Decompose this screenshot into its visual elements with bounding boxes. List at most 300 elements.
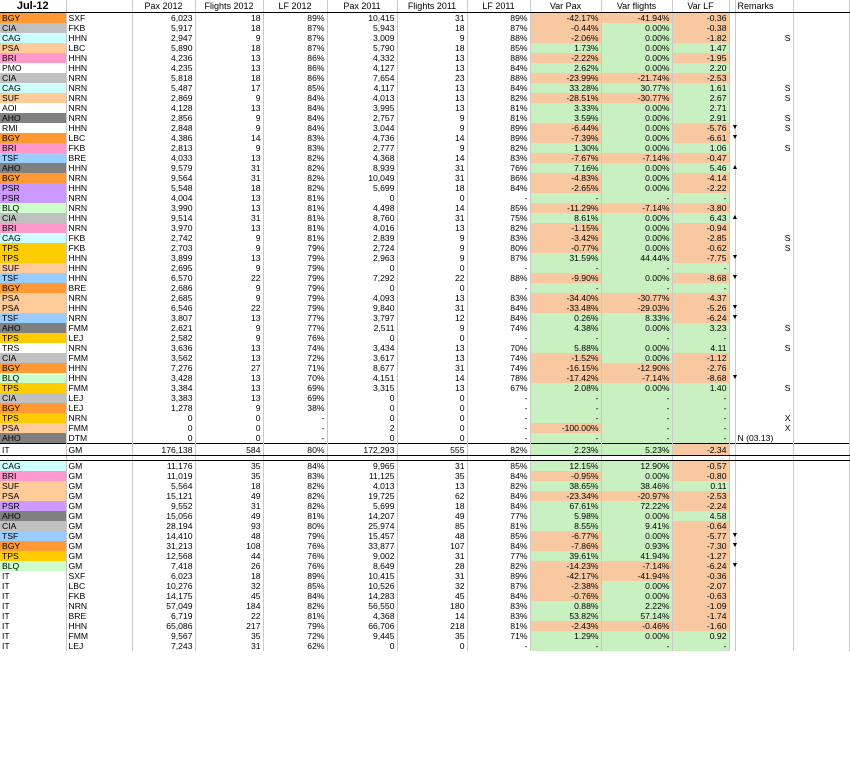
lf-2012-cell: 84%: [263, 113, 327, 123]
destination-cell: DTM: [66, 433, 132, 444]
flights-2011-cell: 31: [397, 571, 467, 581]
pax-2012-cell: 3,428: [132, 373, 195, 383]
var-pax-cell: 5.88%: [530, 343, 601, 353]
remarks-cell: [735, 631, 793, 641]
spacer-cell: [793, 541, 849, 551]
flights-2012-cell: 9: [195, 293, 263, 303]
trend-icon: ▼: [729, 541, 735, 551]
lf-2011-cell: 67%: [467, 383, 530, 393]
var-flights-cell: -: [601, 433, 672, 444]
spacer-cell: [793, 73, 849, 83]
flights-2011-cell: 13: [397, 223, 467, 233]
origin-cell: IT: [0, 591, 66, 601]
destination-cell: FMM: [66, 353, 132, 363]
flights-2012-cell: 35: [195, 631, 263, 641]
pax-2011-cell: 2,757: [327, 113, 397, 123]
flights-2011-cell: 107: [397, 541, 467, 551]
var-lf-cell: -: [672, 283, 729, 293]
spacer-cell: [793, 611, 849, 621]
remarks-cell: [735, 481, 793, 491]
table-row: [0, 591, 849, 601]
origin-cell: PSR: [0, 193, 66, 203]
spacer-cell: [793, 413, 849, 423]
var-lf-cell: 5.46: [672, 163, 729, 173]
lf-2011-cell: 75%: [467, 213, 530, 223]
var-pax-cell: -0.95%: [530, 471, 601, 481]
col-dep: [66, 0, 132, 13]
pax-2011-cell: 2,777: [327, 143, 397, 153]
pax-2012-cell: 3,562: [132, 353, 195, 363]
destination-cell: HHN: [66, 363, 132, 373]
pax-2012-cell: 2,703: [132, 243, 195, 253]
remarks-cell: S: [735, 323, 793, 333]
lf-2011-cell: 84%: [467, 591, 530, 601]
lf-2011-cell: 78%: [467, 373, 530, 383]
remarks-cell: [735, 373, 793, 383]
remarks-cell: [735, 283, 793, 293]
var-lf-cell: -5.26: [672, 303, 729, 313]
pax-2011-cell: 4,093: [327, 293, 397, 303]
destination-cell: NRN: [66, 113, 132, 123]
var-pax-cell: -14.23%: [530, 561, 601, 571]
remarks-cell: [735, 43, 793, 53]
origin-cell: BLQ: [0, 203, 66, 213]
lf-2012-cell: 81%: [263, 233, 327, 243]
flights-2012-cell: 18: [195, 13, 263, 24]
spacer-cell: [793, 491, 849, 501]
spacer-cell: [793, 113, 849, 123]
pax-2012-cell: 65,086: [132, 621, 195, 631]
header-row: [0, 0, 849, 13]
pax-2011-cell: 8,939: [327, 163, 397, 173]
table-row: [0, 501, 849, 511]
pax-2012-cell: 6,023: [132, 13, 195, 24]
pax-2011-cell: 3,315: [327, 383, 397, 393]
remarks-cell: [735, 561, 793, 571]
var-lf-cell: -: [672, 193, 729, 203]
lf-2012-cell: 84%: [263, 93, 327, 103]
var-flights-cell: -: [601, 193, 672, 203]
spacer-cell: [793, 551, 849, 561]
var-pax-cell: -1.15%: [530, 223, 601, 233]
spacer-cell: [793, 33, 849, 43]
var-lf-cell: 2.67: [672, 93, 729, 103]
destination-cell: NRN: [66, 601, 132, 611]
remarks-cell: [735, 541, 793, 551]
var-pax-cell: 2.08%: [530, 383, 601, 393]
lf-2012-cell: 84%: [263, 123, 327, 133]
var-flights-cell: 0.00%: [601, 243, 672, 253]
lf-2012-cell: 85%: [263, 83, 327, 93]
flights-2011-cell: 85: [397, 521, 467, 531]
sheet-title: Jul-12: [0, 0, 66, 13]
flights-2012-cell: 35: [195, 461, 263, 472]
pax-2012-cell: 6,546: [132, 303, 195, 313]
var-pax-cell: 4.38%: [530, 323, 601, 333]
spacer-cell: [793, 193, 849, 203]
var-lf-cell: -2.76: [672, 363, 729, 373]
table-row: [0, 13, 849, 24]
pax-2011-cell: 8,760: [327, 213, 397, 223]
lf-2012-cell: 82%: [263, 491, 327, 501]
pax-2011-cell: 8,649: [327, 561, 397, 571]
destination-cell: HHN: [66, 373, 132, 383]
origin-cell: SUF: [0, 263, 66, 273]
origin-cell: IT: [0, 621, 66, 631]
origin-cell: BGY: [0, 173, 66, 183]
var-lf-cell: -5.76: [672, 123, 729, 133]
pax-2011-cell: 5,790: [327, 43, 397, 53]
pax-2011-cell: 4,332: [327, 53, 397, 63]
flights-2012-cell: 13: [195, 313, 263, 323]
flights-2012-cell: 31: [195, 163, 263, 173]
table-row: [0, 571, 849, 581]
flights-2011-cell: 0: [397, 641, 467, 651]
flights-2012-cell: 18: [195, 23, 263, 33]
lf-2012-cell: 84%: [263, 591, 327, 601]
var-pax-cell: -7.86%: [530, 541, 601, 551]
var-pax-cell: -3.42%: [530, 233, 601, 243]
remarks-cell: [735, 273, 793, 283]
flights-2011-cell: 32: [397, 581, 467, 591]
destination-cell: LBC: [66, 133, 132, 143]
flights-2012-cell: 584: [195, 444, 263, 456]
var-flights-cell: -21.74%: [601, 73, 672, 83]
var-flights-cell: 38.46%: [601, 481, 672, 491]
lf-2012-cell: 71%: [263, 363, 327, 373]
origin-cell: PSA: [0, 293, 66, 303]
destination-cell: FKB: [66, 23, 132, 33]
table-row: [0, 461, 849, 472]
pax-2012-cell: 4,033: [132, 153, 195, 163]
var-lf-cell: -7.30: [672, 541, 729, 551]
lf-2011-cell: 81%: [467, 113, 530, 123]
destination-cell: NRN: [66, 173, 132, 183]
lf-2012-cell: 81%: [263, 203, 327, 213]
table-row: [0, 273, 849, 283]
pax-2012-cell: 7,418: [132, 561, 195, 571]
flights-2011-cell: 18: [397, 183, 467, 193]
var-lf-cell: -0.94: [672, 223, 729, 233]
pax-2011-cell: 8,677: [327, 363, 397, 373]
destination-cell: GM: [66, 444, 132, 456]
pax-2012-cell: 0: [132, 413, 195, 423]
table-row: [0, 283, 849, 293]
spacer-cell: [793, 601, 849, 611]
pax-2011-cell: 4,013: [327, 481, 397, 491]
spacer-cell: [793, 93, 849, 103]
remarks-cell: S: [735, 33, 793, 43]
origin-cell: AHO: [0, 113, 66, 123]
spacer-cell: [793, 561, 849, 571]
var-pax-cell: -23.34%: [530, 491, 601, 501]
var-lf-cell: -1.74: [672, 611, 729, 621]
lf-2011-cell: 85%: [467, 531, 530, 541]
table-row: [0, 333, 849, 343]
flights-2011-cell: 13: [397, 383, 467, 393]
var-flights-cell: 0.00%: [601, 343, 672, 353]
flights-2011-cell: 23: [397, 73, 467, 83]
flights-2012-cell: 13: [195, 103, 263, 113]
var-flights-cell: 0.00%: [601, 581, 672, 591]
pax-2012-cell: 5,548: [132, 183, 195, 193]
remarks-cell: [735, 153, 793, 163]
pax-2012-cell: 5,487: [132, 83, 195, 93]
flights-2011-cell: 13: [397, 293, 467, 303]
var-flights-cell: 57.14%: [601, 611, 672, 621]
destination-cell: SXF: [66, 571, 132, 581]
pax-2012-cell: 3,899: [132, 253, 195, 263]
var-lf-cell: 0.11: [672, 481, 729, 491]
flights-2012-cell: 13: [195, 63, 263, 73]
flights-2012-cell: 9: [195, 93, 263, 103]
pax-2012-cell: 6,570: [132, 273, 195, 283]
var-lf-cell: -1.82: [672, 33, 729, 43]
flights-2012-cell: 9: [195, 113, 263, 123]
lf-2012-cell: 82%: [263, 601, 327, 611]
pax-2012-cell: 9,564: [132, 173, 195, 183]
origin-cell: CIA: [0, 73, 66, 83]
pax-2012-cell: 14,175: [132, 591, 195, 601]
var-flights-cell: -41.94%: [601, 571, 672, 581]
remarks-cell: S: [735, 233, 793, 243]
table-row: [0, 103, 849, 113]
var-lf-cell: -0.38: [672, 23, 729, 33]
lf-2011-cell: 86%: [467, 173, 530, 183]
spacer-cell: [793, 631, 849, 641]
var-flights-cell: -: [601, 413, 672, 423]
destination-cell: FKB: [66, 591, 132, 601]
var-flights-cell: -41.94%: [601, 13, 672, 24]
col-pax-2011: Pax 2011: [327, 0, 397, 13]
flights-2011-cell: 18: [397, 43, 467, 53]
var-pax-cell: -0.44%: [530, 23, 601, 33]
flights-2012-cell: 31: [195, 501, 263, 511]
pax-2011-cell: 5,699: [327, 183, 397, 193]
table-row: [0, 123, 849, 133]
spacer-cell: [793, 621, 849, 631]
lf-2012-cell: 89%: [263, 571, 327, 581]
pax-2012-cell: 2,869: [132, 93, 195, 103]
table-row: [0, 73, 849, 83]
var-flights-cell: 5.23%: [601, 444, 672, 456]
remarks-cell: [735, 103, 793, 113]
pax-2012-cell: 3,384: [132, 383, 195, 393]
pax-2012-cell: 2,621: [132, 323, 195, 333]
var-pax-cell: -100.00%: [530, 423, 601, 433]
var-flights-cell: -: [601, 403, 672, 413]
spacer-cell: [793, 323, 849, 333]
remarks-cell: [735, 63, 793, 73]
pax-2012-cell: 7,276: [132, 363, 195, 373]
lf-2011-cell: 81%: [467, 103, 530, 113]
pax-2012-cell: 9,579: [132, 163, 195, 173]
remarks-cell: [735, 263, 793, 273]
destination-cell: GM: [66, 461, 132, 472]
lf-2011-cell: 84%: [467, 183, 530, 193]
lf-2012-cell: 69%: [263, 393, 327, 403]
table-row: [0, 53, 849, 63]
pax-2012-cell: 2,686: [132, 283, 195, 293]
flights-2012-cell: 48: [195, 531, 263, 541]
origin-cell: BGY: [0, 133, 66, 143]
var-lf-cell: -2.85: [672, 233, 729, 243]
flights-2011-cell: 13: [397, 63, 467, 73]
origin-cell: BLQ: [0, 373, 66, 383]
remarks-cell: [735, 501, 793, 511]
var-pax-cell: 5.98%: [530, 511, 601, 521]
destination-cell: HHN: [66, 183, 132, 193]
spacer-cell: [793, 313, 849, 323]
lf-2011-cell: -: [467, 423, 530, 433]
lf-2011-cell: 85%: [467, 461, 530, 472]
pax-2012-cell: 2,695: [132, 263, 195, 273]
table-row: [0, 133, 849, 143]
var-lf-cell: 4.11: [672, 343, 729, 353]
var-lf-cell: 4.58: [672, 511, 729, 521]
destination-cell: NRN: [66, 93, 132, 103]
flights-2011-cell: 48: [397, 531, 467, 541]
origin-cell: TPS: [0, 383, 66, 393]
var-flights-cell: -: [601, 423, 672, 433]
destination-cell: BRE: [66, 283, 132, 293]
table-row: [0, 43, 849, 53]
flights-2011-cell: 0: [397, 283, 467, 293]
lf-2011-cell: 76%: [467, 163, 530, 173]
origin-cell: BLQ: [0, 561, 66, 571]
remarks-cell: [735, 13, 793, 24]
var-pax-cell: -7.67%: [530, 153, 601, 163]
flights-2012-cell: 22: [195, 273, 263, 283]
var-flights-cell: -: [601, 393, 672, 403]
flights-2011-cell: 13: [397, 83, 467, 93]
pax-2011-cell: 5,943: [327, 23, 397, 33]
flights-2012-cell: 0: [195, 433, 263, 444]
table-row: [0, 323, 849, 333]
pax-2012-cell: 11,019: [132, 471, 195, 481]
flights-2011-cell: 35: [397, 631, 467, 641]
pax-2012-cell: 3,383: [132, 393, 195, 403]
remarks-cell: [735, 333, 793, 343]
pax-2012-cell: 3,970: [132, 223, 195, 233]
lf-2012-cell: 84%: [263, 461, 327, 472]
lf-2011-cell: 82%: [467, 481, 530, 491]
spacer-cell: [793, 363, 849, 373]
spacer-cell: [793, 173, 849, 183]
origin-cell: IT: [0, 611, 66, 621]
destination-cell: NRN: [66, 203, 132, 213]
col-lf-2011: LF 2011: [467, 0, 530, 13]
table-row: [0, 471, 849, 481]
pax-2012-cell: 9,567: [132, 631, 195, 641]
var-flights-cell: 0.00%: [601, 23, 672, 33]
var-flights-cell: 0.00%: [601, 123, 672, 133]
lf-2011-cell: 82%: [467, 561, 530, 571]
var-flights-cell: 0.00%: [601, 113, 672, 123]
lf-2012-cell: 72%: [263, 631, 327, 641]
pax-2012-cell: 0: [132, 423, 195, 433]
var-pax-cell: -: [530, 641, 601, 651]
var-pax-cell: 1.29%: [530, 631, 601, 641]
pax-2011-cell: 10,526: [327, 581, 397, 591]
remarks-cell: [735, 213, 793, 223]
trend-icon: ▼: [729, 531, 735, 541]
flights-2011-cell: 12: [397, 313, 467, 323]
trend-icon: ▲: [729, 163, 735, 173]
table-row: [0, 393, 849, 403]
flights-2011-cell: 13: [397, 481, 467, 491]
var-pax-cell: -28.51%: [530, 93, 601, 103]
remarks-cell: [735, 353, 793, 363]
origin-cell: BRI: [0, 53, 66, 63]
pax-2012-cell: 4,004: [132, 193, 195, 203]
flights-2011-cell: 9: [397, 143, 467, 153]
pax-2012-cell: 0: [132, 433, 195, 444]
var-flights-cell: 0.00%: [601, 631, 672, 641]
flights-2012-cell: 13: [195, 223, 263, 233]
origin-cell: IT: [0, 581, 66, 591]
origin-cell: PSA: [0, 423, 66, 433]
spacer-cell: [793, 383, 849, 393]
var-pax-cell: 3.33%: [530, 103, 601, 113]
var-lf-cell: -2.53: [672, 73, 729, 83]
pax-2012-cell: 15,056: [132, 511, 195, 521]
table-row: [0, 641, 849, 651]
spacer-cell: [793, 501, 849, 511]
pax-2012-cell: 2,685: [132, 293, 195, 303]
var-pax-cell: 0.88%: [530, 601, 601, 611]
table-row: [0, 551, 849, 561]
flights-2011-cell: 0: [397, 263, 467, 273]
remarks-cell: [735, 163, 793, 173]
flights-2012-cell: 9: [195, 243, 263, 253]
lf-2011-cell: 83%: [467, 293, 530, 303]
var-flights-cell: -7.14%: [601, 203, 672, 213]
lf-2012-cell: -: [263, 433, 327, 444]
destination-cell: LBC: [66, 581, 132, 591]
flights-2011-cell: 22: [397, 273, 467, 283]
lf-2011-cell: 84%: [467, 83, 530, 93]
lf-2011-cell: -: [467, 333, 530, 343]
flights-2011-cell: 0: [397, 433, 467, 444]
flights-2011-cell: 14: [397, 611, 467, 621]
var-lf-cell: -: [672, 393, 729, 403]
remarks-cell: [735, 531, 793, 541]
var-pax-cell: -0.77%: [530, 243, 601, 253]
destination-cell: NRN: [66, 103, 132, 113]
origin-cell: SUF: [0, 93, 66, 103]
pax-2011-cell: 4,151: [327, 373, 397, 383]
var-pax-cell: 2.23%: [530, 444, 601, 456]
lf-2011-cell: 77%: [467, 511, 530, 521]
spacer-cell: [793, 103, 849, 113]
destination-cell: LBC: [66, 43, 132, 53]
var-lf-cell: -7.75: [672, 253, 729, 263]
remarks-cell: S: [735, 93, 793, 103]
table-row: [0, 531, 849, 541]
pax-2012-cell: 9,552: [132, 501, 195, 511]
origin-cell: AHO: [0, 433, 66, 444]
origin-cell: CIA: [0, 393, 66, 403]
spacer-cell: [793, 203, 849, 213]
var-flights-cell: 0.00%: [601, 63, 672, 73]
pax-2011-cell: 3,995: [327, 103, 397, 113]
lf-2012-cell: 82%: [263, 153, 327, 163]
lf-2011-cell: 74%: [467, 353, 530, 363]
table-row: [0, 63, 849, 73]
var-flights-cell: -20.97%: [601, 491, 672, 501]
pax-2011-cell: 11,125: [327, 471, 397, 481]
